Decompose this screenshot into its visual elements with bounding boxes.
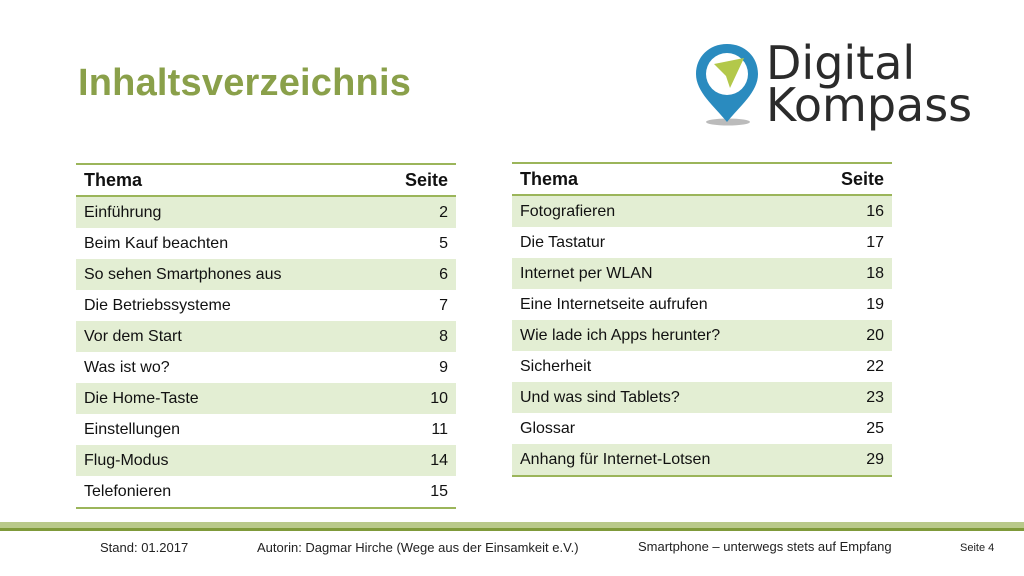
- page-cell: 2: [374, 196, 456, 228]
- table-row: [512, 444, 892, 476]
- table-row: [76, 352, 456, 383]
- topic-cell: Die Tastatur: [512, 227, 810, 258]
- table-row: [512, 413, 892, 444]
- page-cell: 6: [374, 259, 456, 290]
- topic-cell: Internet per WLAN: [512, 258, 810, 289]
- table-row: [76, 290, 456, 321]
- topic-cell: Wie lade ich Apps herunter?: [512, 320, 810, 351]
- page-cell: 11: [374, 414, 456, 445]
- page-cell: 22: [810, 351, 892, 382]
- topic-cell: Sicherheit: [512, 351, 810, 382]
- footer-divider-dark: [0, 528, 1024, 531]
- table-row: [76, 228, 456, 259]
- page-cell: 5: [374, 228, 456, 259]
- column-header-page: Seite: [810, 163, 892, 195]
- topic-cell: Telefonieren: [76, 476, 374, 508]
- page-cell: 15: [374, 476, 456, 508]
- page-cell: 8: [374, 321, 456, 352]
- logo-word-digital: Digital: [766, 36, 916, 90]
- topic-cell: Einführung: [76, 196, 374, 228]
- location-pin-icon: [692, 40, 762, 126]
- page-cell: 19: [810, 289, 892, 320]
- topic-cell: Flug-Modus: [76, 445, 374, 476]
- footer-author: Autorin: Dagmar Hirche (Wege aus der Einsamkeit e.V.): [257, 540, 579, 555]
- topic-cell: Glossar: [512, 413, 810, 444]
- digital-kompass-logo: [692, 36, 992, 132]
- table-row: [512, 289, 892, 320]
- column-header-topic: Thema: [512, 163, 810, 195]
- topic-cell: Anhang für Internet-Lotsen: [512, 444, 810, 476]
- page-cell: 16: [810, 195, 892, 227]
- topic-cell: So sehen Smartphones aus: [76, 259, 374, 290]
- table-header-row: [512, 163, 892, 195]
- column-header-page: Seite: [374, 164, 456, 196]
- table-row: [512, 258, 892, 289]
- topic-cell: Einstellungen: [76, 414, 374, 445]
- table-row: [76, 476, 456, 508]
- topic-cell: Fotografieren: [512, 195, 810, 227]
- topic-cell: Die Betriebssysteme: [76, 290, 374, 321]
- topic-cell: Was ist wo?: [76, 352, 374, 383]
- page-cell: 9: [374, 352, 456, 383]
- table-row: [76, 383, 456, 414]
- page-cell: 23: [810, 382, 892, 413]
- topic-cell: Die Home-Taste: [76, 383, 374, 414]
- topic-cell: Vor dem Start: [76, 321, 374, 352]
- table-row: [76, 196, 456, 228]
- page-cell: 17: [810, 227, 892, 258]
- table-row: [76, 445, 456, 476]
- table-row: [512, 382, 892, 413]
- topic-cell: Und was sind Tablets?: [512, 382, 810, 413]
- page-cell: 29: [810, 444, 892, 476]
- table-row: [512, 227, 892, 258]
- logo-word-kompass: Kompass: [766, 78, 973, 132]
- footer-page-number: Seite 4: [960, 542, 995, 554]
- topic-cell: Beim Kauf beachten: [76, 228, 374, 259]
- toc-table-left: [76, 163, 456, 509]
- toc-table-right: [512, 162, 892, 477]
- table-row: [512, 351, 892, 382]
- table-row: [512, 320, 892, 351]
- page-cell: 20: [810, 320, 892, 351]
- page-cell: 10: [374, 383, 456, 414]
- page-cell: 25: [810, 413, 892, 444]
- topic-cell: Eine Internetseite aufrufen: [512, 289, 810, 320]
- table-row: [76, 259, 456, 290]
- page-cell: 14: [374, 445, 456, 476]
- page-cell: 18: [810, 258, 892, 289]
- page-cell: 7: [374, 290, 456, 321]
- footer-subject: Smartphone – unterwegs stets auf Empfang: [638, 539, 892, 554]
- table-row: [76, 321, 456, 352]
- page-title: Inhaltsverzeichnis: [78, 62, 412, 104]
- footer-date: Stand: 01.2017: [100, 540, 189, 555]
- table-row: [512, 195, 892, 227]
- column-header-topic: Thema: [76, 164, 374, 196]
- table-row: [76, 414, 456, 445]
- table-header-row: [76, 164, 456, 196]
